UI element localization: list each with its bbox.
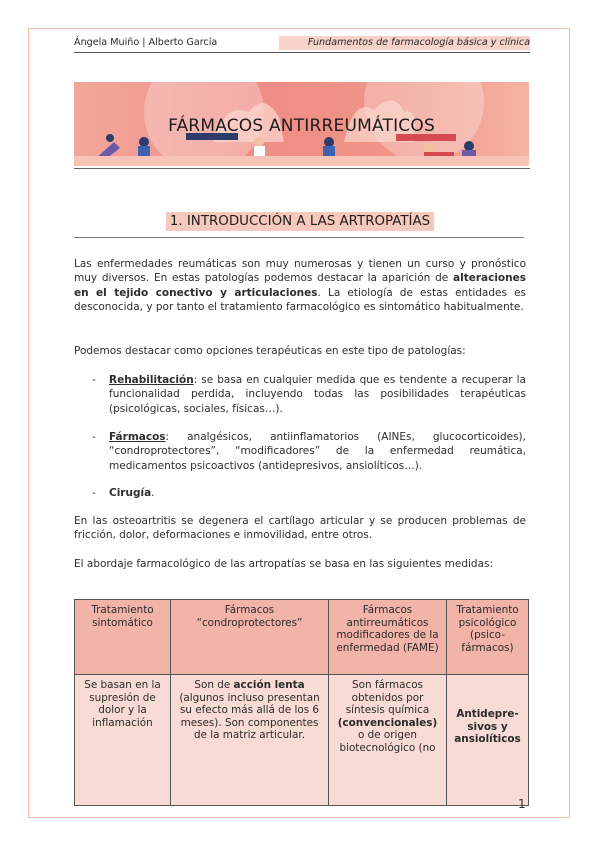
table-cell-condroprotectores: Son de acción lenta (algunos incluso presentan su efecto más allá de los 6 meses). Son componentes de la matriz articular.: [171, 675, 329, 806]
table-header-cell: Tratamiento psicológico (psico-fármacos): [447, 600, 529, 675]
bullet-rehabilitacion: [92, 373, 526, 416]
banner-divider: [74, 168, 530, 169]
osteoartritis-paragraph: En las osteoartritis se degenera el cartílago articular y se producen problemas de fricción, dolor, deformaciones e inmovilidad, entre otros.: [74, 515, 526, 542]
table-cell-psicologico: Antidepre-sivos y ansiolíticos: [447, 675, 529, 806]
table-header-cell: Fármacos antirreumáticos modificadores de la enfermedad (FAME): [329, 600, 447, 675]
intro-text-start: Las enfermedades reumáticas son muy numerosas y tienen un curso y pronóstico muy diversos. En estas patologías podemos destacar la aparición de: [74, 258, 526, 285]
bullet-term: Rehabilitación: [109, 374, 194, 386]
options-intro-paragraph: Podemos destacar como opciones terapéuticas en este tipo de patologías:: [74, 345, 466, 357]
chapter-banner: [74, 82, 529, 166]
table-header-row: [75, 600, 529, 675]
intro-bold: alteraciones en el tejido conectivo y articulaciones: [74, 272, 526, 299]
table-cell-sintomatico: Se basan en la supresión de dolor y la inflamación: [75, 675, 171, 806]
section-heading: [0, 210, 600, 231]
table-header-cell: Fármacos “condroprotectores”: [171, 600, 329, 675]
bullet-text: : se basa en cualquier medida que es tendente a recuperar la funcionalidad perdida, incluyendo todas las posibilidades terapéuticas (psicológicas, sociales, físicas…).: [109, 374, 526, 415]
table-cell-fame: Son fármacos obtenidos por síntesis química (convencionales) o de origen biotecnológico (no: [329, 675, 447, 806]
bullet-text: .: [151, 487, 155, 499]
intro-text-end: . La etiología de estas entidades es desconocida, y por tanto el tratamiento farmacológico es sintomático habitualmente.: [74, 286, 526, 313]
banner-ground: [74, 156, 529, 166]
abordaje-paragraph: El abordaje farmacológico de las artropatías se basa en las siguientes medidas:: [74, 558, 494, 570]
banner-title: FÁRMACOS ANTIRREUMÁTICOS: [168, 116, 435, 136]
page-number: 1: [518, 797, 526, 811]
bullet-term: Cirugía: [109, 487, 152, 499]
intro-paragraph: [74, 257, 526, 314]
table-row: [75, 675, 529, 806]
bullet-dash: -: [92, 487, 96, 499]
treatment-table: [74, 599, 529, 806]
header-divider: [74, 52, 530, 53]
bullet-text: : analgésicos, antiinflamatorios (AINEs, glucocorticoides), “condroprotectores”, “modificadores” de la enfermedad reumática, medicamentos psicoactivos (antidepresivos, ansiolíticos…).: [109, 431, 526, 472]
header-book-title: Fundamentos de farmacología básica y clínica: [307, 37, 530, 48]
section-heading-text: 1. INTRODUCCIÓN A LAS ARTROPATÍAS: [166, 212, 434, 231]
header-authors: Ángela Muiño | Alberto García: [74, 37, 218, 48]
bullet-dash: -: [92, 431, 96, 443]
bullet-dash: -: [92, 374, 96, 386]
bullet-farmacos: [92, 430, 526, 473]
bullet-term: Fármacos: [109, 431, 166, 443]
section-divider: [74, 237, 524, 238]
bullet-cirugia: [92, 486, 526, 500]
table-header-cell: Tratamiento sintomático: [75, 600, 171, 675]
